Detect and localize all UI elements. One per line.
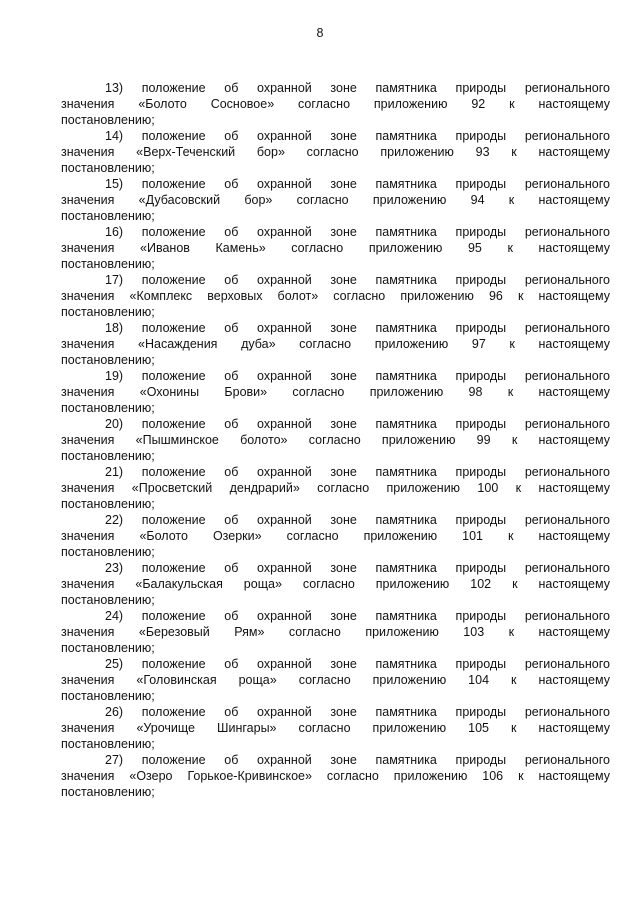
item-line-3: постановлению; [61, 689, 155, 703]
item-line-1: 15) положение об охранной зоне памятника природы регионального [105, 177, 610, 191]
list-item [61, 704, 610, 752]
list-item [61, 656, 610, 704]
item-line-2: значения «Охонины Брови» согласно приложению 98 к настоящему [61, 385, 610, 399]
item-line-3: постановлению; [61, 449, 155, 463]
item-line-1: 16) положение об охранной зоне памятника природы регионального [105, 225, 610, 239]
item-line-2: значения «Озеро Горькое-Кривинское» согласно приложению 106 к настоящему [61, 769, 610, 783]
list-item [61, 128, 610, 176]
item-line-1: 27) положение об охранной зоне памятника природы регионального [105, 753, 610, 767]
list-item [61, 752, 610, 800]
list-item [61, 176, 610, 224]
item-line-1: 25) положение об охранной зоне памятника природы регионального [105, 657, 610, 671]
item-line-3: постановлению; [61, 305, 155, 319]
item-line-2: значения «Просветский дендрарий» согласно приложению 100 к настоящему [61, 481, 610, 495]
item-line-1: 23) положение об охранной зоне памятника природы регионального [105, 561, 610, 575]
item-line-3: постановлению; [61, 737, 155, 751]
item-line-1: 21) положение об охранной зоне памятника природы регионального [105, 465, 610, 479]
item-line-1: 22) положение об охранной зоне памятника природы регионального [105, 513, 610, 527]
item-line-2: значения «Комплекс верховых болот» согласно приложению 96 к настоящему [61, 289, 610, 303]
item-line-3: постановлению; [61, 209, 155, 223]
item-line-1: 20) положение об охранной зоне памятника природы регионального [105, 417, 610, 431]
item-line-3: постановлению; [61, 161, 155, 175]
list-item [61, 368, 610, 416]
item-line-2: значения «Пышминское болото» согласно приложению 99 к настоящему [61, 433, 610, 447]
item-line-1: 17) положение об охранной зоне памятника природы регионального [105, 273, 610, 287]
list-item [61, 224, 610, 272]
item-line-2: значения «Верх-Теченский бор» согласно приложению 93 к настоящему [61, 145, 610, 159]
item-line-3: постановлению; [61, 257, 155, 271]
item-line-1: 24) положение об охранной зоне памятника природы регионального [105, 609, 610, 623]
item-line-2: значения «Насаждения дуба» согласно приложению 97 к настоящему [61, 337, 610, 351]
item-line-3: постановлению; [61, 113, 155, 127]
item-line-3: постановлению; [61, 593, 155, 607]
item-line-2: значения «Болото Сосновое» согласно приложению 92 к настоящему [61, 97, 610, 111]
item-line-3: постановлению; [61, 545, 155, 559]
item-line-2: значения «Балакульская роща» согласно приложению 102 к настоящему [61, 577, 610, 591]
item-line-1: 14) положение об охранной зоне памятника природы регионального [105, 129, 610, 143]
list-item [61, 320, 610, 368]
page-number: 8 [316, 26, 324, 40]
list-item [61, 560, 610, 608]
item-line-3: постановлению; [61, 401, 155, 415]
item-line-3: постановлению; [61, 497, 155, 511]
item-line-2: значения «Урочище Шингары» согласно приложению 105 к настоящему [61, 721, 610, 735]
item-line-2: значения «Головинская роща» согласно приложению 104 к настоящему [61, 673, 610, 687]
list-item [61, 464, 610, 512]
item-line-1: 26) положение об охранной зоне памятника природы регионального [105, 705, 610, 719]
item-line-1: 19) положение об охранной зоне памятника природы регионального [105, 369, 610, 383]
list-item [61, 416, 610, 464]
list-item [61, 512, 610, 560]
list-item [61, 272, 610, 320]
item-line-2: значения «Болото Озерки» согласно приложению 101 к настоящему [61, 529, 610, 543]
item-line-3: постановлению; [61, 641, 155, 655]
regulation-list [61, 80, 610, 800]
item-line-1: 18) положение об охранной зоне памятника природы регионального [105, 321, 610, 335]
item-line-2: значения «Березовый Рям» согласно приложению 103 к настоящему [61, 625, 610, 639]
list-item [61, 608, 610, 656]
item-line-2: значения «Иванов Камень» согласно приложению 95 к настоящему [61, 241, 610, 255]
item-line-3: постановлению; [61, 785, 155, 799]
list-item [61, 80, 610, 128]
item-line-1: 13) положение об охранной зоне памятника природы регионального [105, 81, 610, 95]
item-line-2: значения «Дубасовский бор» согласно приложению 94 к настоящему [61, 193, 610, 207]
item-line-3: постановлению; [61, 353, 155, 367]
